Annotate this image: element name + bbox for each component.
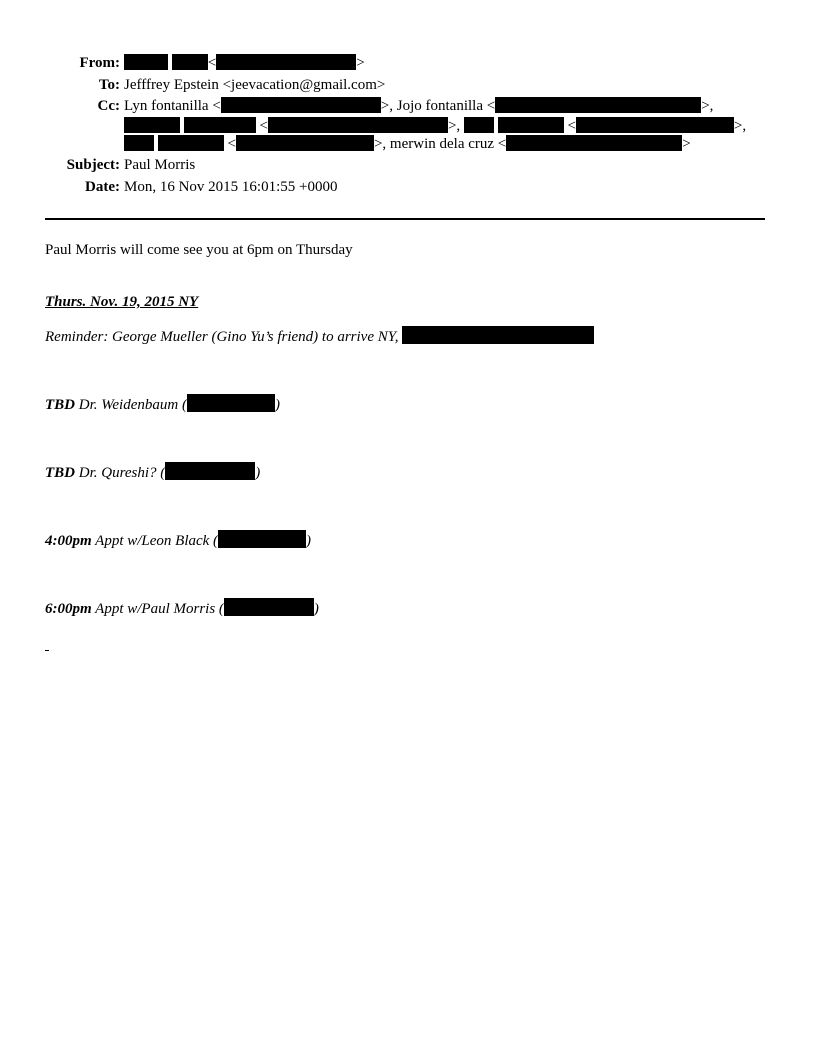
schedule-text: Appt w/Paul Morris (: [91, 601, 224, 617]
cc-separator: >,: [701, 98, 714, 114]
schedule-time: TBD: [45, 397, 75, 413]
redaction-block: [124, 135, 154, 151]
angle-open: <: [227, 136, 236, 152]
redaction-block: [216, 54, 356, 70]
cc-label: Cc:: [97, 98, 120, 114]
paren-close: ): [313, 601, 319, 617]
to-label: To:: [98, 77, 120, 93]
from-label: From:: [79, 55, 120, 71]
to-row: [0, 75, 816, 95]
subject-label: Subject:: [66, 157, 120, 173]
date-value: Mon, 16 Nov 2015 16:01:55 +0000: [124, 179, 338, 195]
redaction-block: [576, 117, 734, 133]
redaction-block: [464, 117, 494, 133]
reminder-text: Reminder: George Mueller (Gino Yu’s friend) to arrive NY,: [45, 329, 399, 345]
redaction-block: [498, 117, 564, 133]
schedule-text: Dr. Weidenbaum (: [75, 397, 187, 413]
redaction-block: [187, 394, 275, 412]
angle-open: <: [259, 118, 268, 134]
intro-text: Paul Morris will come see you at 6pm on Thursday: [45, 242, 353, 258]
paren-close: ): [306, 533, 312, 549]
redaction-block: [124, 54, 168, 70]
cc-row: [0, 96, 816, 116]
schedule-item: [45, 598, 319, 618]
redaction-block: [224, 598, 314, 616]
to-value: Jefffrey Epstein <jeevacation@gmail.com>: [124, 77, 386, 93]
angle-close: >: [356, 55, 365, 71]
redaction-block: [402, 326, 594, 344]
schedule-text: Dr. Qureshi? (: [75, 465, 166, 481]
trailing-underline-mark: [45, 650, 49, 651]
schedule-item: [45, 394, 280, 414]
schedule-time: TBD: [45, 465, 75, 481]
from-row: [0, 53, 816, 73]
subject-row: [0, 155, 816, 175]
date-label: Date:: [85, 179, 120, 195]
cc-name-lyn: Lyn fontanilla <: [124, 98, 221, 114]
cc-name-jojo: >, Jojo fontanilla <: [380, 98, 496, 114]
cc-value-line3: [124, 134, 691, 154]
redaction-block: [158, 135, 224, 151]
redaction-block: [165, 462, 255, 480]
cc-value-line2: [124, 116, 746, 136]
redaction-block: [221, 97, 381, 113]
angle-open: <: [567, 118, 576, 134]
angle-open: <: [207, 55, 217, 71]
schedule-date-heading: Thurs. Nov. 19, 2015 NY: [45, 294, 199, 310]
redaction-block: [495, 97, 701, 113]
paren-close: ): [274, 397, 280, 413]
schedule-text: Appt w/Leon Black (: [91, 533, 219, 549]
header-divider: [45, 218, 765, 220]
cc-name-merwin: >, merwin dela cruz <: [373, 136, 507, 152]
cc-row-3: [0, 134, 816, 154]
schedule-time: 4:00pm: [45, 533, 92, 549]
redaction-block: [184, 117, 256, 133]
paren-close: ): [255, 465, 261, 481]
cc-value-line1: [124, 96, 713, 116]
angle-close: >: [682, 136, 691, 152]
redaction-block: [236, 135, 374, 151]
cc-row-2: [0, 116, 816, 136]
from-value: [124, 53, 365, 73]
schedule-time: 6:00pm: [45, 601, 92, 617]
reminder-line: [45, 326, 594, 346]
redaction-block: [172, 54, 208, 70]
cc-separator: >,: [447, 118, 461, 134]
cc-separator: >,: [733, 118, 747, 134]
subject-value: Paul Morris: [124, 157, 196, 173]
date-row: [0, 177, 816, 197]
schedule-item: [45, 462, 260, 482]
schedule-item: [45, 530, 311, 550]
redaction-block: [268, 117, 448, 133]
redaction-block: [124, 117, 180, 133]
redaction-block: [506, 135, 682, 151]
redaction-block: [218, 530, 306, 548]
